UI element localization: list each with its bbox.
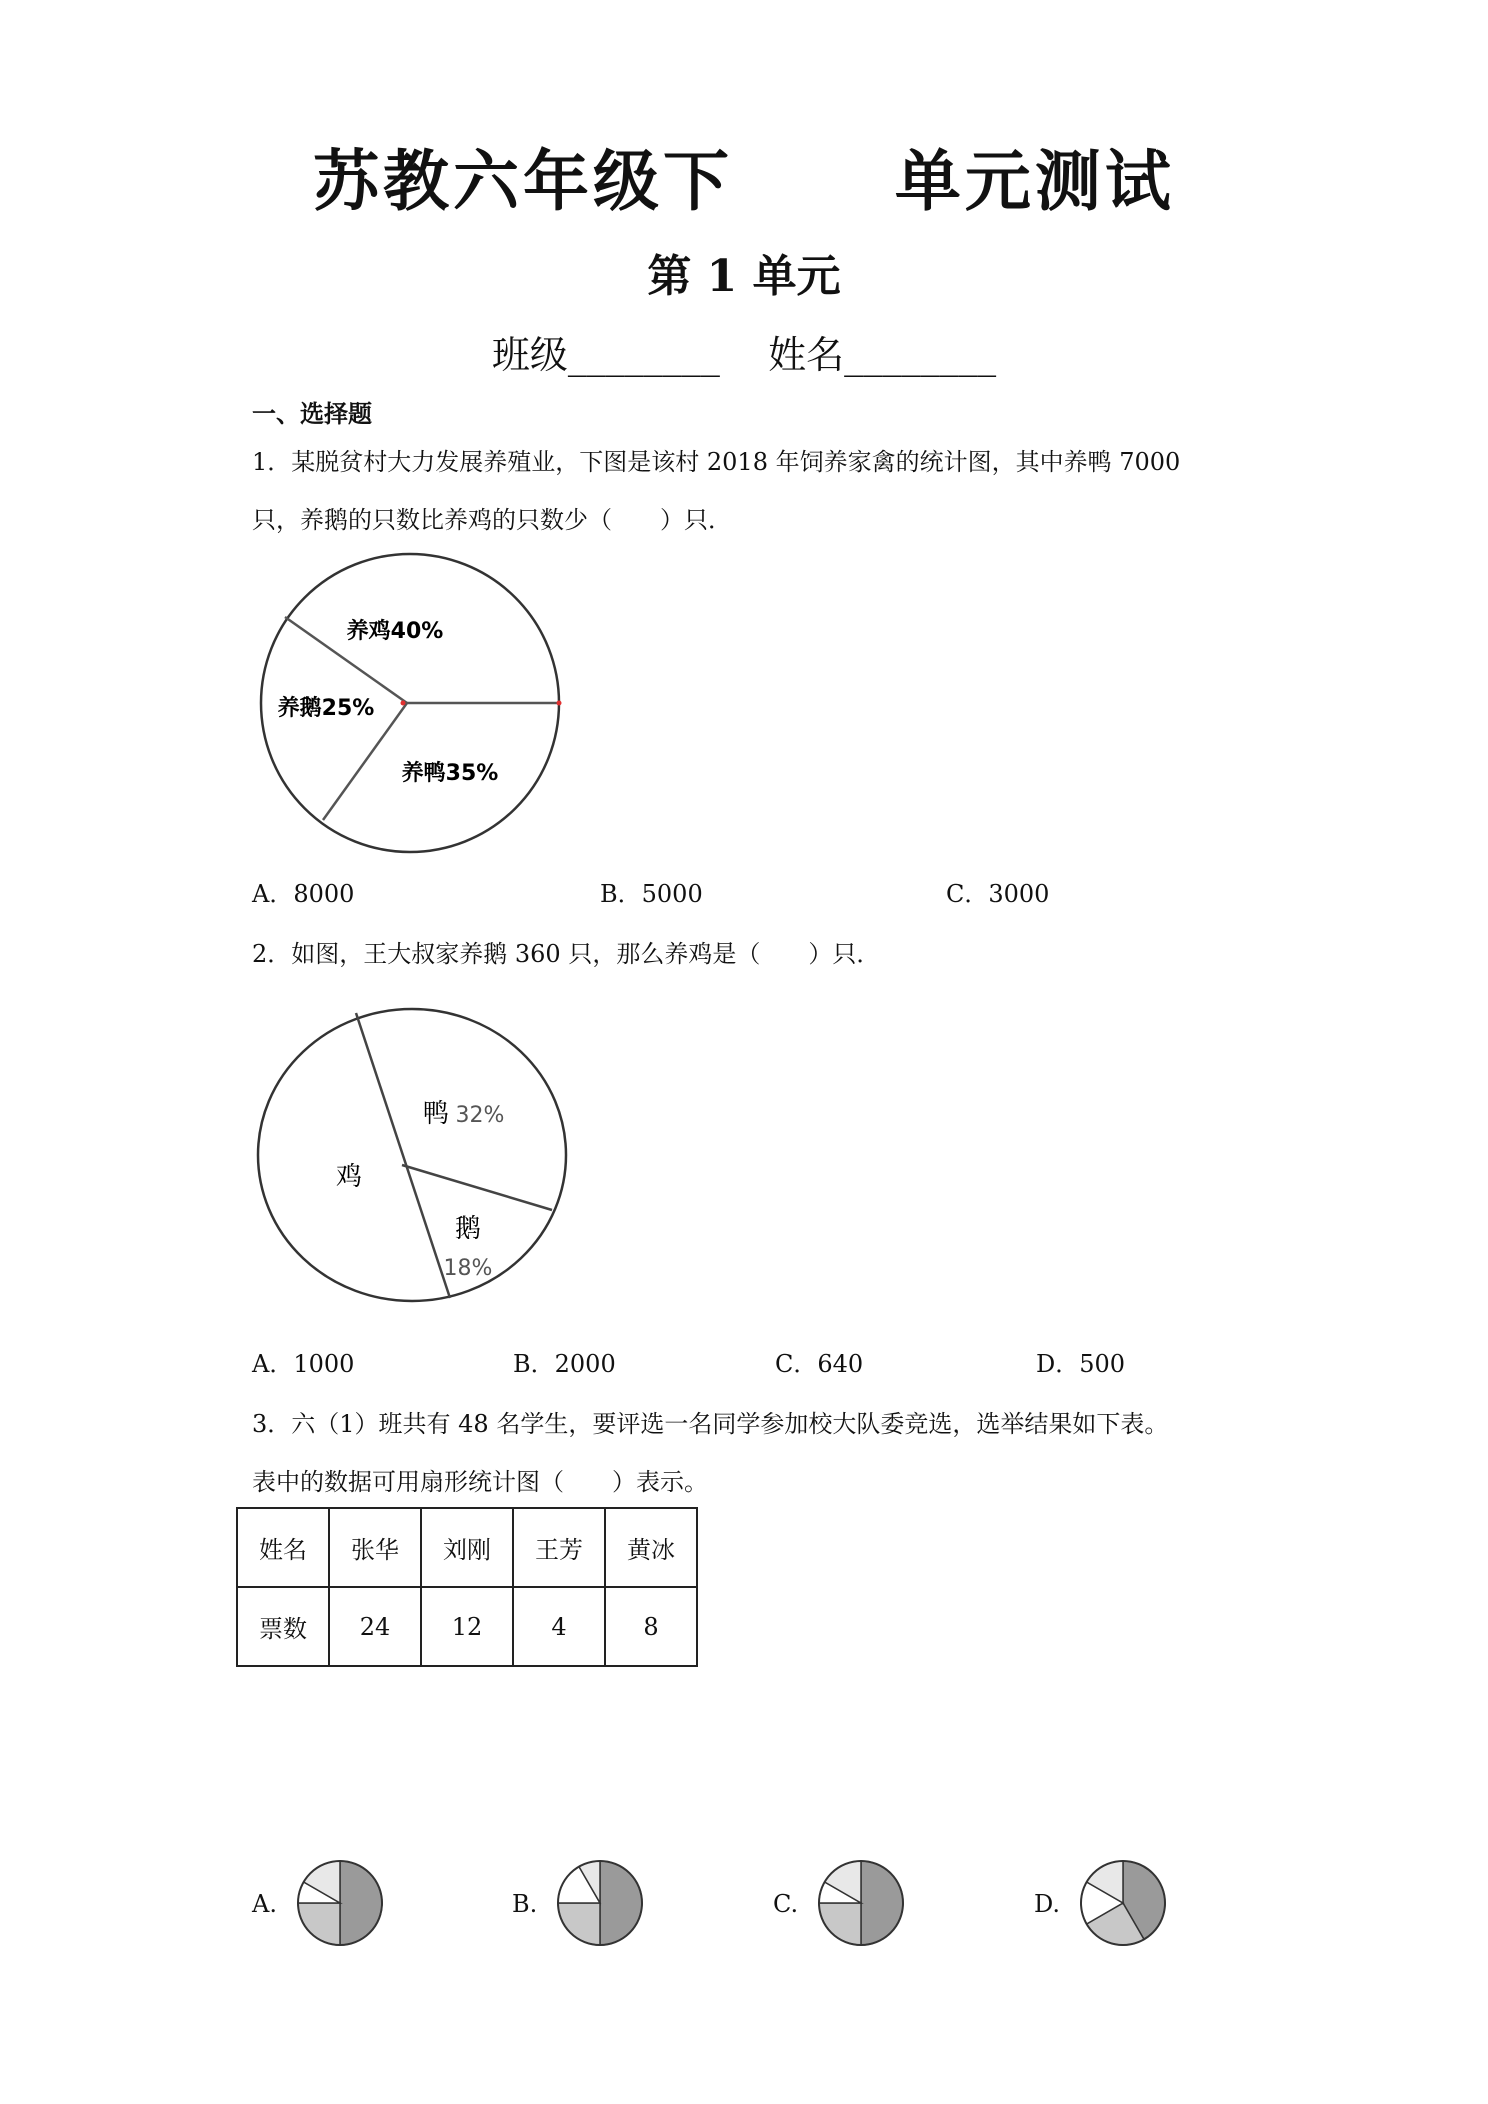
table-cell: 24 bbox=[329, 1587, 421, 1666]
table-cell: 8 bbox=[605, 1587, 697, 1666]
q3-option-a-pie[interactable] bbox=[294, 1857, 386, 1949]
table-header-cell: 黄冰 bbox=[605, 1508, 697, 1587]
q1-pie-edge-marker bbox=[557, 701, 562, 706]
q3-option-d-pie[interactable] bbox=[1077, 1857, 1169, 1949]
q2-slice-label-duck: 鸭 bbox=[422, 1099, 450, 1129]
q3-text-line2: 表中的数据可用扇形统计图（ ）表示。 bbox=[252, 1468, 708, 1496]
q3-option-c-label[interactable]: C. bbox=[773, 1890, 799, 1918]
table-row bbox=[237, 1508, 697, 1587]
q2-slice-pct-duck: 32% bbox=[455, 1103, 505, 1128]
table-header-cell: 刘刚 bbox=[421, 1508, 513, 1587]
q3-vote-table bbox=[236, 1507, 698, 1667]
table-cell: 4 bbox=[513, 1587, 605, 1666]
unit-subtitle: 第 1 单元 bbox=[647, 251, 841, 302]
table-cell: 12 bbox=[421, 1587, 513, 1666]
q3-option-d-label[interactable]: D. bbox=[1034, 1890, 1061, 1918]
q3-option-a-label[interactable]: A. bbox=[252, 1890, 277, 1918]
q2-text-line1: 2．如图，王大叔家养鹅 360 只，那么养鸡是（ ）只． bbox=[252, 940, 881, 968]
table-row bbox=[237, 1587, 697, 1666]
q1-pie-center-marker bbox=[401, 701, 406, 706]
q1-slice-label-goose: 养鹅25% bbox=[277, 696, 375, 721]
q2-pie-outline bbox=[258, 1009, 566, 1301]
class-name-line: 班级________ 姓名________ bbox=[491, 333, 997, 377]
q1-text-line1: 1．某脱贫村大力发展养殖业，下图是该村 2018 年饲养家禽的统计图，其中养鸭 7000 bbox=[252, 448, 1181, 476]
page-title: 苏教六年级下 单元测试 bbox=[313, 143, 1175, 220]
q1-slice-label-duck: 养鸭35% bbox=[401, 761, 499, 786]
q1-option-a[interactable]: A．8000 bbox=[252, 880, 355, 908]
section-heading: 一、选择题 bbox=[252, 400, 372, 428]
q3-text-line1: 3．六（1）班共有 48 名学生，要评选一名同学参加校大队委竞选，选举结果如下表。 bbox=[252, 1410, 1169, 1438]
table-header-cell: 张华 bbox=[329, 1508, 421, 1587]
q3-pie-slice-zhanghua bbox=[340, 1861, 382, 1945]
table-header-cell: 王芳 bbox=[513, 1508, 605, 1587]
q2-option-b[interactable]: B．2000 bbox=[513, 1350, 616, 1378]
q3-pie-slice-zhanghua bbox=[861, 1861, 903, 1945]
q2-option-d[interactable]: D．500 bbox=[1036, 1350, 1126, 1378]
q3-pie-slice-zhanghua bbox=[600, 1861, 642, 1945]
q2-option-a[interactable]: A．1000 bbox=[252, 1350, 355, 1378]
q1-pie-chart bbox=[255, 548, 565, 858]
q2-slice-label-goose: 鹅 bbox=[454, 1214, 482, 1244]
q3-option-b-label[interactable]: B. bbox=[512, 1890, 538, 1918]
q2-option-c[interactable]: C．640 bbox=[775, 1350, 864, 1378]
q3-option-b-pie[interactable] bbox=[554, 1857, 646, 1949]
q2-slice-pct-goose: 18% bbox=[443, 1256, 493, 1281]
q1-option-c[interactable]: C．3000 bbox=[946, 880, 1050, 908]
q1-slice-label-chicken: 养鸡40% bbox=[346, 619, 444, 644]
q1-text-line2: 只，养鹅的只数比养鸡的只数少（ ）只． bbox=[252, 506, 732, 534]
table-header-cell: 姓名 bbox=[237, 1508, 329, 1587]
table-cell: 票数 bbox=[237, 1587, 329, 1666]
q2-slice-label-chicken: 鸡 bbox=[335, 1162, 363, 1192]
q2-pie-chart bbox=[254, 1005, 570, 1307]
q3-option-c-pie[interactable] bbox=[815, 1857, 907, 1949]
q1-option-b[interactable]: B．5000 bbox=[600, 880, 703, 908]
